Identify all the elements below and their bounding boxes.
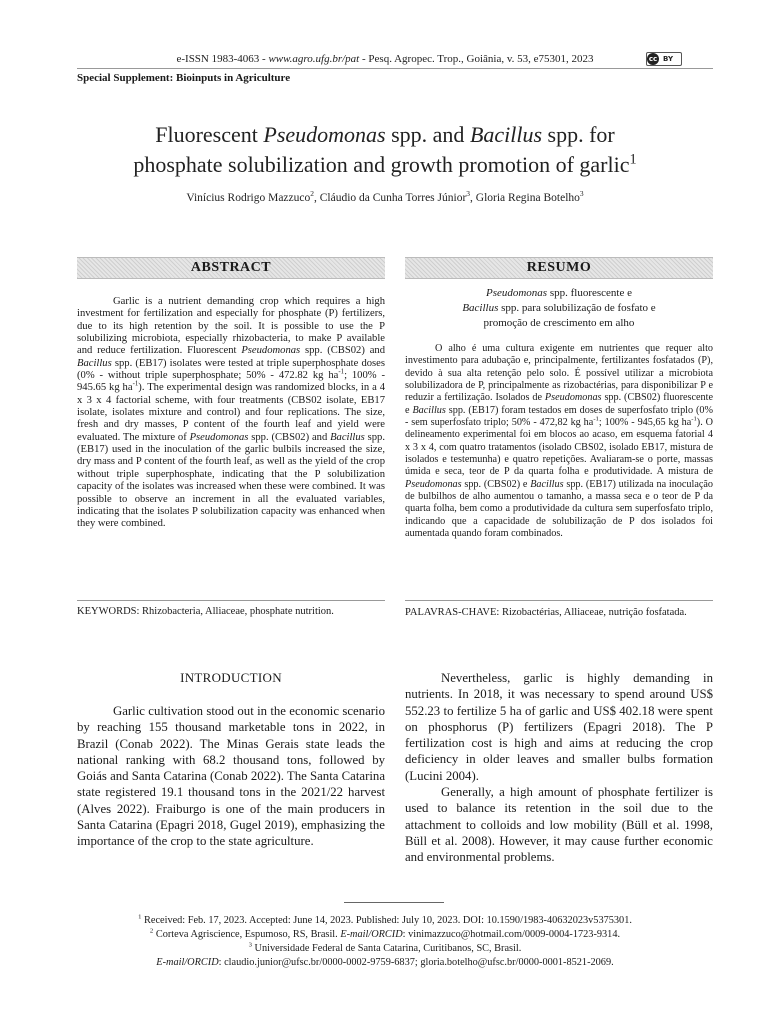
- by-icon: BY: [663, 55, 674, 63]
- footnotes: [40, 914, 730, 970]
- footnote-rule: [344, 902, 444, 903]
- footnote-author-3: $^3$ Universidade Federal de Santa Catarina, Curitibanos, SC, Brasil.: [248, 941, 522, 954]
- introduction-heading: INTRODUCTION: [180, 670, 282, 685]
- cc-by-license-icon[interactable]: [646, 52, 682, 66]
- abstract-heading: ABSTRACT: [77, 257, 385, 279]
- author: Vinícius Rodrigo Mazzuco: [186, 192, 311, 204]
- keywords-rule: [77, 600, 385, 601]
- footnote-received: $^1$ Received: Feb. 17, 2023. Accepted: June 14, 2023. Published: July 10, 2023. DOI: 10.1590/1983-40632023v5375301.: [138, 913, 632, 926]
- resumo-body: O alho é uma cultura exigente em nutrientes que requer alto investimento para adubação e, principalmente, fertilizantes fosfatados (P), devido à sua alta retenção pelo solo. É possível utilizar a microbiota solubilizadora de P, principalmente as rizobactérias, para disponibilizar P e reduzir a fertilização. Isolados de Pseudomonas spp. (CBS02) fluorescente e Bacillus spp. (EB17) foram testados em doses de superfosfato triplo (0% - sem superfosfato triplo; 50% - 472,82 kg $ha^{-1}$; 100% - 945,65 kg $ha^{-1}$). O delineamento experimental foi em blocos ao acaso, em esquema fatorial 4 x 3 x 4, com quatro tratamentos (isolado CBS02, isolado EB17, mistura de isolados e testemunha) e quatro repetições. Avaliaram-se o porte, massas úmida e seca, teor de P da quarta folha e produtividade. A mistura de Pseudomonas spp. (CBS02) e Bacillus spp. (EB17) utilizada na inoculação de bulbilhos de alho aumentou o tamanho, a massa seca e o teor de P da quarta folha, bem como a produtividade da cultura sem superfosfato triplo, indicando que a capacidade de solubilização de P dos isolados foi aumentada quando foram combinados.: [405, 343, 714, 540]
- keywords: KEYWORDS: Rhizobacteria, Alliaceae, phosphate nutrition.: [77, 606, 334, 617]
- author: Gloria Regina Botelho: [475, 192, 580, 204]
- palavras-chave: PALAVRAS-CHAVE: Rizobactérias, Alliaceae, nutrição fosfatada.: [405, 607, 687, 618]
- footnote-author-2: $^2$ Corteva Agriscience, Espumoso, RS, Brasil. E-mail/ORCID: vinimazzuco@hotmail.com/0009-0004-1723-9314.: [149, 927, 621, 940]
- resumo-heading: RESUMO: [405, 257, 713, 279]
- author-list: Vinícius Rodrigo Mazzuco$^2$, Cláudio da Cunha Torres Júnior$^3$, Gloria Regina Botelho$^3$: [186, 189, 584, 204]
- introduction-column-2: [405, 670, 713, 866]
- keywords-label: KEYWORDS:: [77, 606, 140, 617]
- introduction-paragraph: Nevertheless, garlic is highly demanding in nutrients. In 2018, it was necessary to spend around US$ 552.23 to fertilize 5 ha of garlic and US$ 402.18 were spent on phosphorus (P) fertilizers (Epagri 2018). The P fertilization cost is high and aims at reducing the crop deficiency in older leaves and smaller bulbs formation (Lucini 2004).: [405, 671, 713, 783]
- journal-citation: Pesq. Agropec. Trop., Goiânia, v. 53, e75301, 2023: [368, 53, 594, 65]
- supplement-label: Special Supplement: Bioinputs in Agriculture: [77, 72, 291, 84]
- footnote-emails: E-mail/ORCID: claudio.junior@ufsc.br/0000-0002-9759-6837; gloria.botelho@ufsc.br/0000-0001-8521-2069.: [156, 957, 614, 968]
- issn: e-ISSN 1983-4063: [176, 53, 260, 65]
- journal-header: e-ISSN 1983-4063 - www.agro.ufg.br/pat - Pesq. Agropec. Trop., Goiânia, v. 53, e75301, 2023: [176, 53, 594, 65]
- palavras-rule: [405, 600, 713, 601]
- abstract-body: Garlic is a nutrient demanding crop which requires a high investment for fertilization and especially for phosphate (P) fertilizers, due to its high retention by the soil. It is possible to use the P solubilizing microbiota, especially rhizobacteria, to make P available and reduce fertilization. Fluorescent Pseudomonas spp. (CBS02) and Bacillus spp. (EB17) isolates were tested at triple superphosphate doses (0% - without triple superphosphate; 50% - 472.82 kg $ha^{-1}$; 100% - 945.65 kg $ha^{-1}$). The experimental design was randomized blocks, in a 4 x 3 x 4 factorial scheme, with four treatments (CBS02 isolate, EB17 isolate, isolates mixture and control) and four replications. The size, fresh and dry masses, P content of the fourth leaf and yield were evaluated. The mixture of Pseudomonas spp. (CBS02) and Bacillus spp. (EB17) used in the inoculation of the garlic bulbils increased the size, dry mass and P content of the fourth leaf, as well as the yield of the crop without triple superphosphate, indicating that the P solubilization capacity of the isolates was increased when these were combined. It was possible to observe an increment in all the evaluated variables, indicating that the isolates P solubilization capacity was enhanced when they were combined.: [77, 296, 386, 530]
- palavras-label: PALAVRAS-CHAVE:: [405, 607, 500, 618]
- introduction-paragraph: Generally, a high amount of phosphate fertilizer is used to balance its retention in the soil due to the attachment to colloids and low mobility (Büll et al. 1998, Büll et al. 2008). However, it may cause further economic and environmental problems.: [405, 785, 713, 865]
- author: Cláudio da Cunha Torres Júnior: [319, 192, 467, 204]
- introduction-paragraph: Garlic cultivation stood out in the economic scenario by reaching 155 thousand marketable tons in 2022, in Brazil (Conab 2022). The Minas Gerais state leads the national ranking with 68.2 thousand tons, followed by Goiás and Santa Catarina (Conab 2022). The Santa Catarina state registered 19.1 thousand tons in the 2021/22 harvest (Alves 2022). Fraiburgo is one of the main producers in Santa Catarina (Epagri 2018, Gugel 2019), emphasizing the importance of the crop to the state agriculture.: [77, 704, 385, 849]
- cc-icon: cc: [648, 55, 658, 63]
- journal-url[interactable]: www.agro.ufg.br/pat: [268, 53, 360, 65]
- resumo-title: Pseudomonas spp. fluorescente e Bacillus spp. para solubilização de fosfato e promoção de crescimento em alho: [462, 287, 656, 329]
- article-title: Fluorescent Pseudomonas spp. and Bacillus spp. for phosphate solubilization and growth promotion of garlic$^1$: [133, 122, 637, 177]
- header-rule: [77, 68, 713, 69]
